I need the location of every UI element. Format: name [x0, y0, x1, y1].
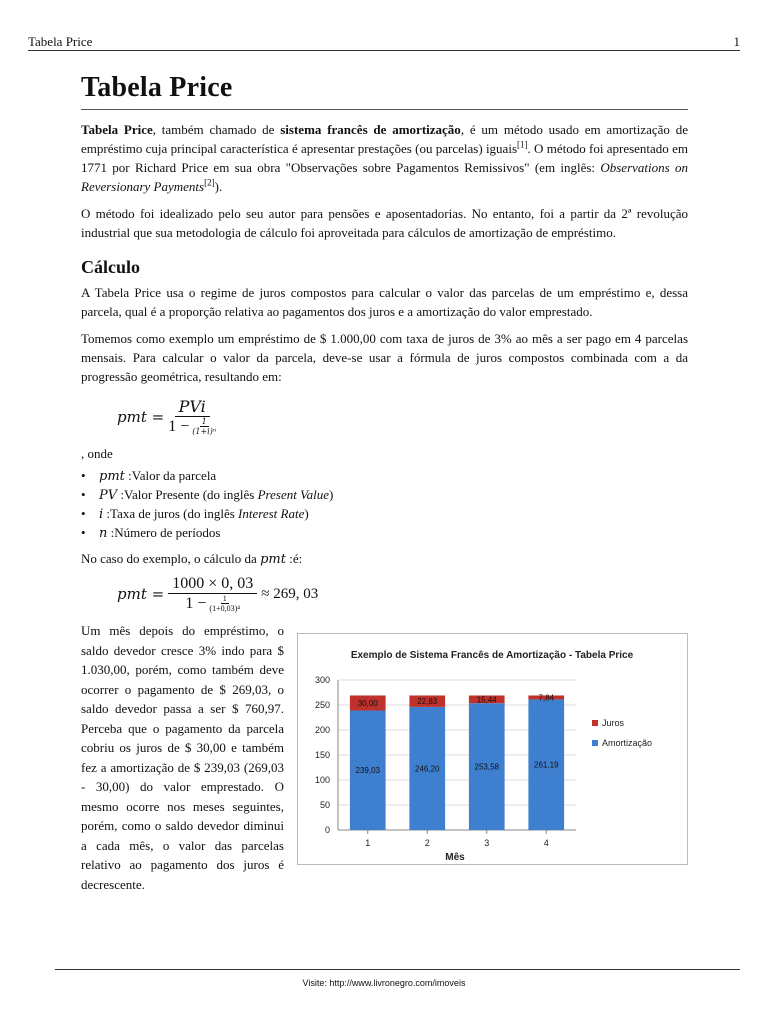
footer-rule — [55, 969, 740, 970]
x-tick-label: 2 — [424, 838, 430, 848]
chart-bars — [350, 693, 564, 830]
amortization-chart — [297, 633, 688, 865]
example-text: No caso do exemplo, o cálculo da — [81, 551, 261, 566]
var-description: Número de períodos — [114, 525, 221, 540]
reference-link-2[interactable]: [2] — [204, 177, 215, 188]
y-tick-label: 50 — [319, 800, 330, 810]
legend-swatch — [592, 720, 598, 726]
formula-result: ≈ 269, 03 — [261, 585, 319, 602]
formula-den-prefix: 1 − — [185, 595, 207, 612]
list-item: • n :Número de períodos — [81, 524, 688, 543]
chart-legend — [592, 718, 652, 748]
data-label: 239,03 — [355, 766, 380, 776]
inner-numerator: 1 — [222, 594, 227, 603]
pmt-formula — [117, 394, 688, 440]
formula-denominator — [168, 417, 216, 437]
header-title: Tabela Price — [28, 34, 93, 49]
legend-label: Juros — [602, 718, 625, 728]
y-tick-label: 150 — [314, 750, 330, 760]
chart-svg — [298, 634, 687, 864]
inner-denominator: (1+i)ⁿ — [192, 427, 217, 436]
example-symbol: pmt — [260, 552, 286, 567]
list-item: • i :Taxa de juros (do inglês Interest Rate) — [81, 505, 688, 524]
var-symbol: PV — [99, 488, 118, 503]
data-label: 246,20 — [415, 764, 440, 774]
inner-numerator: 1 — [201, 417, 207, 426]
data-label: 15,44 — [476, 695, 497, 705]
formula-fraction — [168, 397, 216, 437]
data-label: 7,84 — [538, 693, 555, 703]
var-symbol: pmt — [99, 469, 125, 484]
y-tick-label: 100 — [314, 775, 330, 785]
var-symbol: n — [99, 526, 108, 541]
intro-paragraph-1 — [81, 120, 688, 196]
onde-text: , onde — [81, 446, 113, 461]
formula-inner-fraction — [192, 417, 216, 437]
data-label: 30,00 — [357, 698, 378, 708]
x-tick-label: 3 — [484, 838, 490, 848]
data-label: 253,58 — [474, 762, 499, 772]
data-label: 22,83 — [417, 697, 438, 707]
formula-inner-fraction — [209, 594, 240, 614]
example-text-end: é: — [292, 551, 303, 566]
legend-swatch — [592, 740, 598, 746]
var-description: Taxa de juros (do inglês — [110, 506, 239, 521]
page-number: 1 — [733, 34, 740, 49]
chart-side-text: Um mês depois do empréstimo, o saldo devedor cresce 3% indo para $ 1.030,00, porém, como também deve ocorrer o pagamento de $ 269,03, o saldo devedor passa a ser $ 760,97. Perceba que o pagamento da parcela cobriu os juros de $ 30,00 e também fez a amortização de $ 239,03 (269,03 - 30,00) do valor emprestado. O mesmo ocorre nos meses seguintes, porém, como o saldo devedor diminui a cada mês, o valor das parcelas relativo ao pagamento dos juros é decrescente. — [81, 623, 284, 892]
intro-text-2: , é um método usado em amortização de empréstimo cuja principal característica é apresentar prestações (ou parcelas) iguais — [81, 122, 688, 156]
y-tick-label: 300 — [314, 675, 330, 685]
chart-x-axis-label: Mês — [445, 852, 465, 863]
intro-paragraph-2: O método foi idealizado pelo seu autor para pensões e aposentadorias. No entanto, foi a partir da 2ª revolução industrial que sua metodologia de cálculo foi aproveitada para cálculos de amortização de empréstimo. — [81, 206, 688, 240]
list-item: • PV :Valor Presente (do inglês Present Value) — [81, 486, 688, 505]
y-tick-label: 0 — [324, 825, 330, 835]
intro-text-4: ). — [214, 179, 223, 194]
section-heading-calculo: Cálculo — [81, 257, 141, 277]
term-tabela-price: Tabela Price — [81, 122, 153, 137]
y-tick-label: 250 — [314, 700, 330, 710]
footer-link[interactable]: Visite: http://www.livronegro.com/imoveis — [302, 978, 466, 988]
calculo-paragraph-1: A Tabela Price usa o regime de juros compostos para calcular o valor das parcelas de um empréstimo e, dessa parcela, qual é a proporção relativa ao pagamentos dos juros e a amortização do valor emprestado. — [81, 285, 688, 319]
example-intro: No caso do exemplo, o cálculo da pmt :é: — [81, 551, 303, 567]
var-symbol: i — [99, 507, 104, 522]
pmt-example-formula — [117, 571, 688, 617]
reference-link-1[interactable]: [1] — [517, 139, 528, 150]
list-item: • pmt :Valor da parcela — [81, 467, 688, 486]
formula-lhs: pmt = — [117, 584, 165, 603]
y-tick-label: 200 — [314, 725, 330, 735]
var-description: Valor da parcela — [131, 468, 217, 483]
chart-title: Exemplo de Sistema Francês de Amortização - Tabela Price — [350, 650, 634, 661]
intro-text-3: . O método foi apresentado em 1771 por Richard Price em sua obra "Observações sobre Pagamentos Remissivos" (em inglês: — [81, 141, 688, 175]
data-label: 261,19 — [534, 760, 559, 770]
variable-list — [81, 467, 688, 543]
english-title: Observations on Reversionary Payments — [81, 160, 688, 194]
title-rule — [81, 109, 688, 110]
page-title: Tabela Price — [81, 72, 233, 103]
intro-text-1: , também chamado de — [152, 122, 281, 137]
var-english: Interest Rate — [238, 506, 305, 521]
term-sistema-frances: sistema francês de amortização — [280, 122, 461, 137]
calculo-paragraph-2: Tomemos como exemplo um empréstimo de $ 1.000,00 com taxa de juros de 3% ao mês a ser pago em 4 parcelas mensais. Para calcular o valor da parcela, deve-se usar a fórmula de juros compostos combinada com a da progressão geométrica, resultando em: — [81, 331, 688, 384]
var-description: Valor Presente (do inglês — [124, 487, 258, 502]
inner-denominator: (1+0,03)⁴ — [209, 604, 241, 613]
article-body — [81, 120, 688, 894]
chart-section — [81, 621, 688, 894]
formula-den-prefix: 1 − — [168, 418, 190, 435]
legend-label: Amortização — [602, 738, 653, 748]
x-tick-label: 4 — [543, 838, 549, 848]
formula-lhs: pmt = — [117, 407, 165, 426]
formula-fraction — [168, 574, 257, 614]
var-english: Present Value — [257, 487, 329, 502]
formula-numerator: PVi — [175, 397, 210, 417]
formula-denominator — [185, 594, 240, 614]
running-header — [28, 34, 740, 51]
formula-numerator: 1000 × 0, 03 — [168, 574, 257, 594]
x-tick-label: 1 — [365, 838, 371, 848]
